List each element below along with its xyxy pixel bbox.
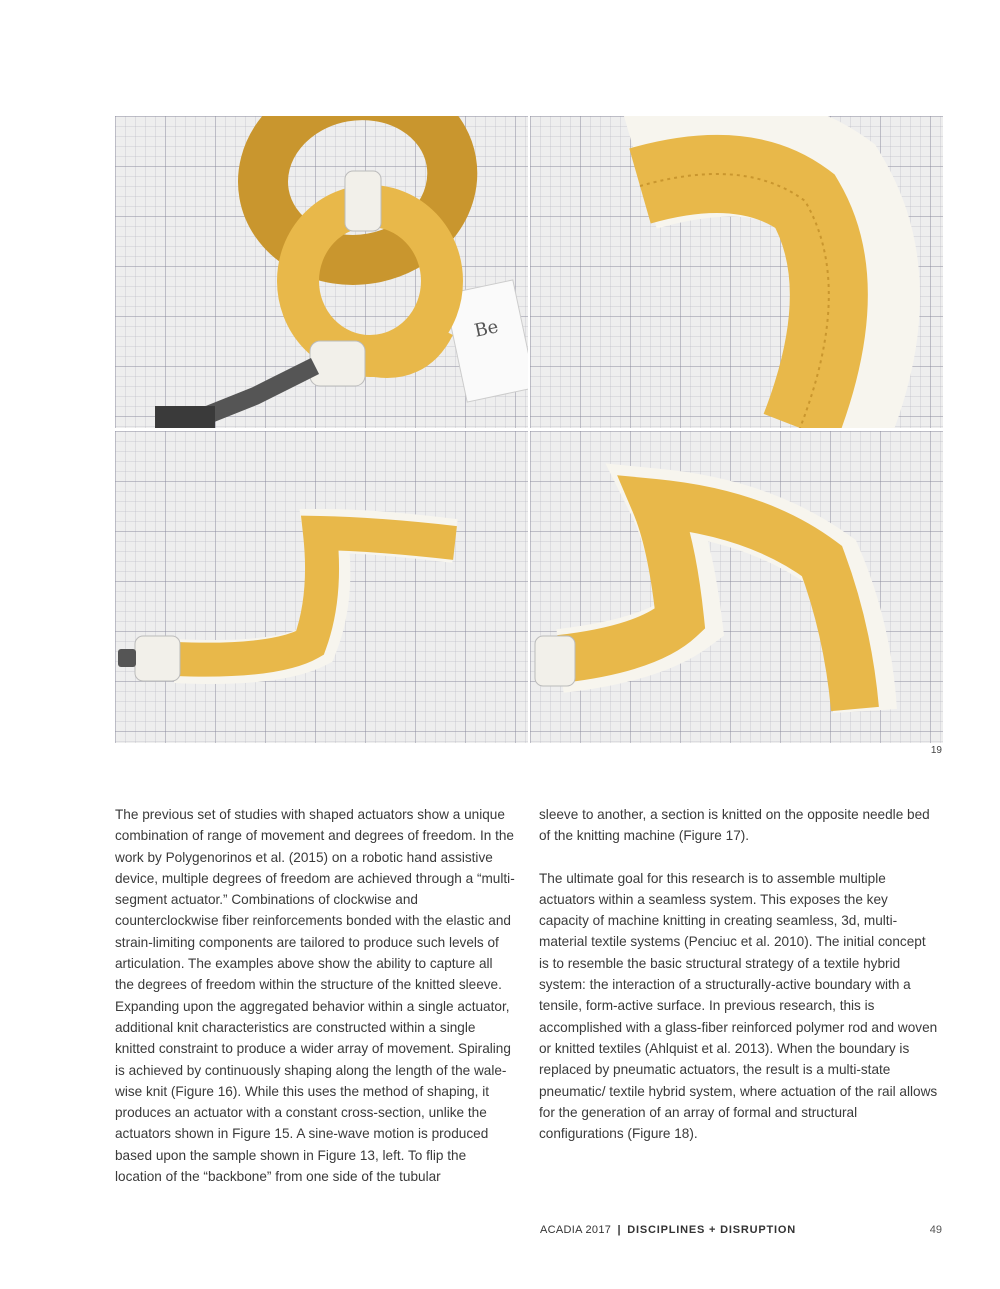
panel-sine-wave-actuator-angled bbox=[530, 431, 943, 743]
conference-name: ACADIA 2017 bbox=[540, 1224, 612, 1236]
knit-sleeve bbox=[640, 174, 829, 428]
sine-wave-actuator-illustration bbox=[115, 431, 528, 743]
figure-19 bbox=[115, 116, 943, 743]
figure-number: 19 bbox=[930, 745, 942, 756]
body-right-column bbox=[539, 804, 939, 1165]
panel-curved-actuator-closeup bbox=[530, 116, 943, 428]
panel-spiral-actuator bbox=[115, 116, 528, 428]
bottom-connector bbox=[310, 341, 365, 386]
conference-theme: DISCIPLINES + DISRUPTION bbox=[627, 1224, 796, 1236]
footer-separator: | bbox=[617, 1224, 621, 1236]
paragraph: The previous set of studies with shaped actuators show a unique combination of range of movement and degrees of freedom. In the work by Polygenorinos et al. (2015) on a robotic hand assistive device, multiple degrees of freedom are achieved through a “multi-segment actuator.” Combinations of clockwise and counterclockwise fiber reinforcements bonded with the elastic and strain-limiting components are tailored to produce such levels of articulation. The examples above show the ability to capture all the degrees of freedom within the structure of the knitted sleeve. Expanding upon the aggregated behavior within a single actuator, additional knit characteristics are constructed within a single knitted constraint to produce a wider array of movement. Spiraling is achieved by continuously shaping along the length of the wale-wise knit (Figure 16). While this uses the method of shaping, it produces an actuator with a constant cross-section, unlike the actuators shown in Figure 15. A sine-wave motion is produced based upon the sample shown in Figure 13, left. To flip the location of the “backbone” from one side of the tubular bbox=[115, 807, 515, 1185]
tag-handwriting: Be bbox=[472, 316, 501, 342]
connector bbox=[135, 636, 180, 681]
body-left-column bbox=[115, 804, 515, 1208]
paragraph: The ultimate goal for this research is to assemble multiple actuators within a seamless system. This exposes the key capacity of machine knitting in creating seamless, 3d, multi-material textile systems (Penciuc et al. 2010). The initial concept is to resemble the basic structural strategy of a textile hybrid system: the interaction of a structurally-active boundary with a tensile, form-active surface. In previous research, this is accomplished with a glass-fiber reinforced polymer rod and woven or knitted textiles (Ahlquist et al. 2013). When the boundary is replaced by pneumatic actuators, the result is a multi-state pneumatic/ textile hybrid system, where actuation of the rail allows for the generation of an array of formal and structural configurations (Figure 18). bbox=[539, 870, 938, 1142]
panel-sine-wave-actuator bbox=[115, 431, 528, 743]
running-footer bbox=[540, 1224, 796, 1236]
spiral-actuator-illustration bbox=[115, 116, 528, 428]
page-number: 49 bbox=[929, 1224, 942, 1236]
connector bbox=[535, 636, 575, 686]
paragraph: sleeve to another, a section is knitted on the opposite needle bed of the knitting machine (Figure 17). bbox=[539, 807, 930, 844]
angled-sine-actuator-illustration bbox=[530, 431, 943, 743]
curved-actuator-illustration bbox=[530, 116, 943, 428]
top-connector bbox=[345, 171, 381, 231]
